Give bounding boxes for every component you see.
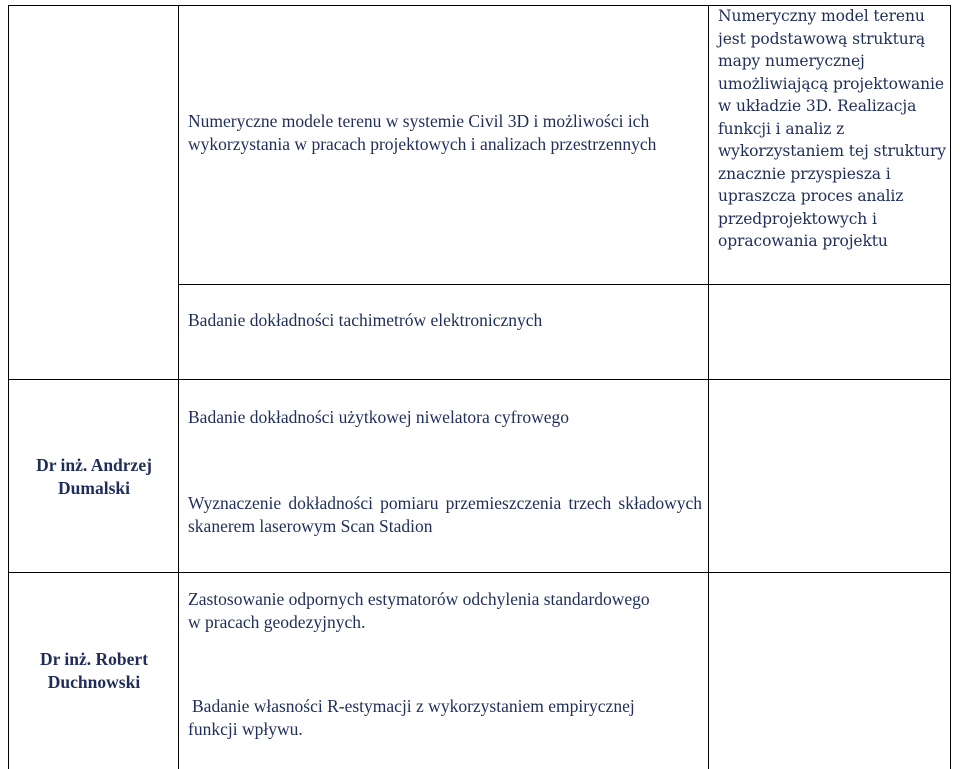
column-divider-2 bbox=[708, 5, 709, 769]
supervisor-cell bbox=[12, 648, 176, 694]
row-divider-2 bbox=[8, 379, 951, 380]
description-cell bbox=[718, 5, 946, 253]
supervisor-cell bbox=[12, 454, 176, 500]
topic-text: Zastosowanie odpornych estymatorów odchylenia standardowego w pracach geodezyjnych. bbox=[188, 589, 650, 632]
description-text: Numeryczny model terenu jest podstawową strukturą mapy numerycznej umożliwiającą projektowanie w układzie 3D. Realizacja funkcji i analiz z wykorzystaniem tej struktury znacznie przyspiesza i upraszcza proces analiz przedprojektowych i opracowania projektu bbox=[718, 7, 946, 250]
topic-text: Badanie własności R-estymacji z wykorzystaniem empirycznej funkcji wpływu. bbox=[188, 696, 635, 739]
column-divider-1 bbox=[178, 5, 179, 769]
topic-cell bbox=[188, 588, 658, 634]
topic-text: Numeryczne modele terenu w systemie Civil 3D i możliwości ich wykorzystania w pracach projektowych i analizach przestrzennych bbox=[188, 111, 657, 154]
row-divider-3 bbox=[8, 572, 951, 573]
topic-cell bbox=[188, 695, 638, 741]
supervisor-name: Dr inż. Robert Duchnowski bbox=[39, 649, 149, 692]
table-border-left bbox=[8, 5, 9, 769]
topic-cell bbox=[188, 110, 698, 156]
supervisor-name: Dr inż. Andrzej Dumalski bbox=[36, 455, 152, 498]
thesis-topics-table bbox=[8, 5, 951, 769]
topic-cell bbox=[188, 406, 698, 429]
table-border-right bbox=[950, 5, 951, 769]
topic-cell bbox=[188, 492, 702, 538]
topic-cell bbox=[188, 309, 698, 332]
topic-text: Badanie dokładności tachimetrów elektronicznych bbox=[188, 310, 543, 330]
row-divider-1 bbox=[178, 284, 951, 285]
topic-text: Wyznaczenie dokładności pomiaru przemieszczenia trzech składowych skanerem laserowym Scan Stadion bbox=[188, 493, 702, 536]
topic-text: Badanie dokładności użytkowej niwelatora cyfrowego bbox=[188, 407, 569, 427]
